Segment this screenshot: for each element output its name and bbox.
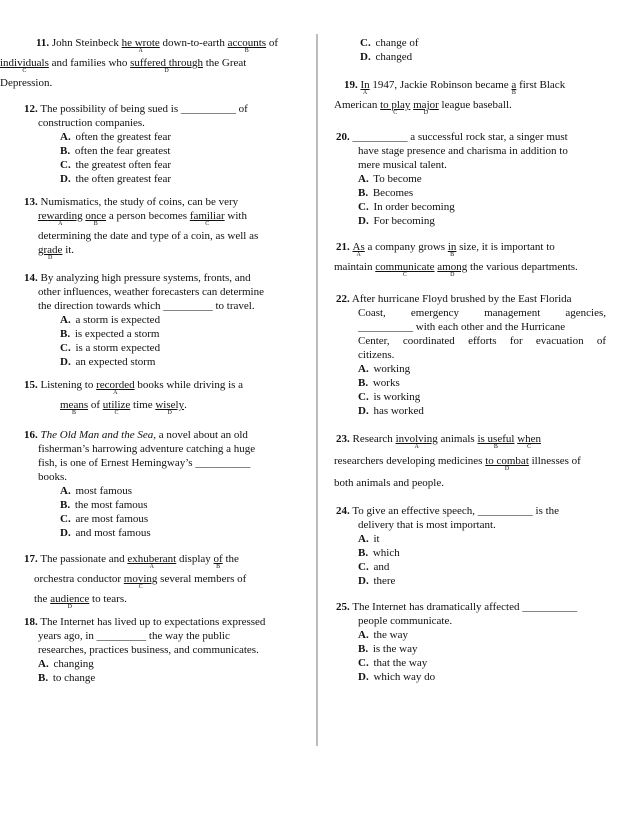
question-number: 20. [336,131,350,143]
book-title: The Old Man and the Sea, [40,429,156,441]
question-17 [24,552,304,610]
option-c: C. change of [360,37,419,49]
question-number: 25. [336,601,350,613]
option-a: A. it [358,533,380,545]
option-d: D. which way do [358,671,436,683]
underlined-option-d: suffered through D [130,57,203,74]
question-22 [336,292,606,418]
underlined-option-d: major D [413,99,439,116]
question-number: 15. [24,379,38,391]
question-12 [24,102,304,186]
text: illnesses of [528,455,581,467]
option-d: D. has worked [358,405,424,417]
right-column [336,36,606,693]
question-stem: Center, coordinated efforts for evacuation of [358,335,606,347]
underlined-option-a: involving A [395,433,438,450]
option-a: A. changing [38,658,94,670]
option-d: D. the often greatest fear [60,173,172,185]
question-11 [0,36,304,90]
option-c: C. In order becoming [358,201,455,213]
underlined-option-d: wisely D [155,399,185,416]
option-b: B. Becomes [358,187,414,199]
text: several members of [157,573,247,585]
option-c: C. and [358,561,390,573]
question-number: 14. [24,272,38,284]
option-a: A. most famous [60,485,132,497]
underlined-option-b: in B [447,241,457,258]
question-number: 13. [24,196,38,208]
question-number: 17. [24,553,38,565]
underlined-option-b: means B [60,399,89,416]
text: a person becomes [106,210,190,222]
question-stem: fisherman’s harrowing adventure catching a huge [38,443,256,455]
underlined-option-c: individuals C [0,57,49,74]
question-stem: __________ a successful rock star, a singer must [352,131,568,143]
question-21 [334,240,606,278]
option-b: B. the most famous [60,499,148,511]
question-stem: other influences, weather forecasters can determine [38,286,264,298]
text: it. [62,244,75,256]
question-stem: The Internet has dramatically affected __________ [352,601,578,613]
underlined-option-b: of B [213,553,223,570]
text: display [176,553,214,565]
text: Research [352,433,396,445]
option-b: B. often the fear greatest [60,145,171,157]
text: league baseball. [438,99,512,111]
question-18 [24,615,304,685]
text: a company grows [364,241,448,253]
question-25 [336,600,606,684]
question-stem: fish, is one of Ernest Hemingway’s __________ [38,457,251,469]
question-number: 11. [36,37,50,49]
option-a: A. working [358,363,411,375]
option-c: C. is a storm expected [60,342,161,354]
underlined-option-a: recorded A [96,379,135,396]
question-number: 18. [24,616,38,628]
underlined-option-a: As A [352,241,365,258]
underlined-option-c: familiar C [189,210,225,227]
option-b: B. works [358,377,400,389]
option-a: A. often the greatest fear [60,131,172,143]
text: animals [437,433,478,445]
text: Numismatics, the study of coins, can be very [40,196,239,208]
underlined-option-b: is useful B [477,433,515,450]
question-number: 12. [24,103,38,115]
underlined-option-b: accounts B [227,37,267,54]
option-d: D. For becoming [358,215,435,227]
question-stem: mere musical talent. [358,159,447,171]
option-a: A. the way [358,629,408,641]
underlined-option-c: to play C [380,99,411,116]
question-number: 16. [24,429,38,441]
text: to tears. [89,593,127,605]
option-c: C. are most famous [60,513,149,525]
text: determining the date and type of a coin, as well as [38,230,259,242]
underlined-option-c: moving C [123,573,158,590]
question-number: 22. [336,293,350,305]
text: time [130,399,156,411]
text: American [334,99,381,111]
question-14 [24,271,304,369]
question-stem: people communicate. [358,615,453,627]
question-stem: have stage presence and charisma in addition to [358,145,568,157]
question-24 [336,504,606,588]
question-stem: citizens. [358,349,395,361]
column-divider [316,34,318,746]
question-stem: a novel about an old [155,429,248,441]
option-d: D. an expected storm [60,356,156,368]
option-c: C. is working [358,391,421,403]
question-stem: To give an effective speech, __________ is the [352,505,560,517]
question-stem: By analyzing high pressure systems, fronts, and [40,272,251,284]
question-19 [334,78,606,116]
question-stem: The Internet has lived up to expectations expressed [40,616,266,628]
underlined-option-a: exhuberant A [127,553,177,570]
question-stem: construction companies. [38,117,145,129]
underlined-option-d: among D [437,261,468,278]
text: researchers developing medicines [334,455,486,467]
underlined-option-c: utilize C [102,399,131,416]
question-13 [24,195,304,261]
text: 1947, Jackie Robinson became [369,79,512,91]
text: Depression. [0,77,53,89]
underlined-option-c: communicate C [375,261,435,278]
question-stem: researches, practices business, and communicates. [38,644,259,656]
option-b: B. is expected a storm [60,328,160,340]
question-16 [24,428,304,540]
text: the [222,553,239,565]
question-stem: After hurricane Floyd brushed by the East Florida [351,293,572,305]
text: of [266,37,278,49]
question-number: 24. [336,505,350,517]
underlined-option-b: a B [511,79,517,96]
text: maintain [334,261,376,273]
underlined-option-d: audience D [50,593,90,610]
question-stem: The possibility of being sued is __________ of [40,103,248,115]
text: orchestra conductor [34,573,124,585]
underlined-option-a: he wrote A [121,37,160,54]
option-c: C. the greatest often fear [60,159,172,171]
underlined-option-a: In A [360,79,370,96]
question-stem: Coast, emergency management agencies, [358,307,606,319]
text: of [88,399,103,411]
question-number: 23. [336,433,350,445]
question-stem: __________ with each other and the Hurricane [358,321,566,333]
underlined-option-b: once B [85,210,107,227]
text: both animals and people. [334,477,444,489]
text: John Steinbeck [51,37,122,49]
text: and families who [48,57,131,69]
option-b: B. which [358,547,400,559]
text: first Black [516,79,566,91]
text: the [34,593,51,605]
text: Listening to [40,379,97,391]
option-a: A. To become [358,173,422,185]
text: the various departments. [467,261,578,273]
option-d: D. and most famous [60,527,151,539]
question-number: 21. [336,241,350,253]
question-number: 19. [344,79,358,91]
question-stem: delivery that is most important. [358,519,496,531]
option-c: C. that the way [358,657,428,669]
underlined-option-c: when C [517,433,542,450]
left-column [0,36,304,694]
option-b: B. is the way [358,643,418,655]
question-stem: books. [38,471,68,483]
text: . [184,399,187,411]
option-d: D. changed [360,51,413,63]
text: down-to-earth [159,37,228,49]
text: with [224,210,247,222]
question-23 [336,432,606,490]
option-a: A. a storm is expected [60,314,161,326]
underlined-option-d: to combat D [485,455,529,472]
question-18-continued [336,36,606,64]
underlined-option-a: rewarding A [38,210,83,227]
question-20 [336,130,606,228]
question-stem: years ago, in _________ the way the public [38,630,230,642]
text: The passionate and [40,553,128,565]
underlined-option-d: grade D [38,244,63,261]
question-stem: the direction towards which _________ to travel. [38,300,255,312]
question-15 [24,378,304,416]
option-b: B. to change [38,672,96,684]
option-d: D. there [358,575,396,587]
text: books while driving is a [134,379,244,391]
text: the Great [202,57,247,69]
text: size, it is important to [456,241,555,253]
